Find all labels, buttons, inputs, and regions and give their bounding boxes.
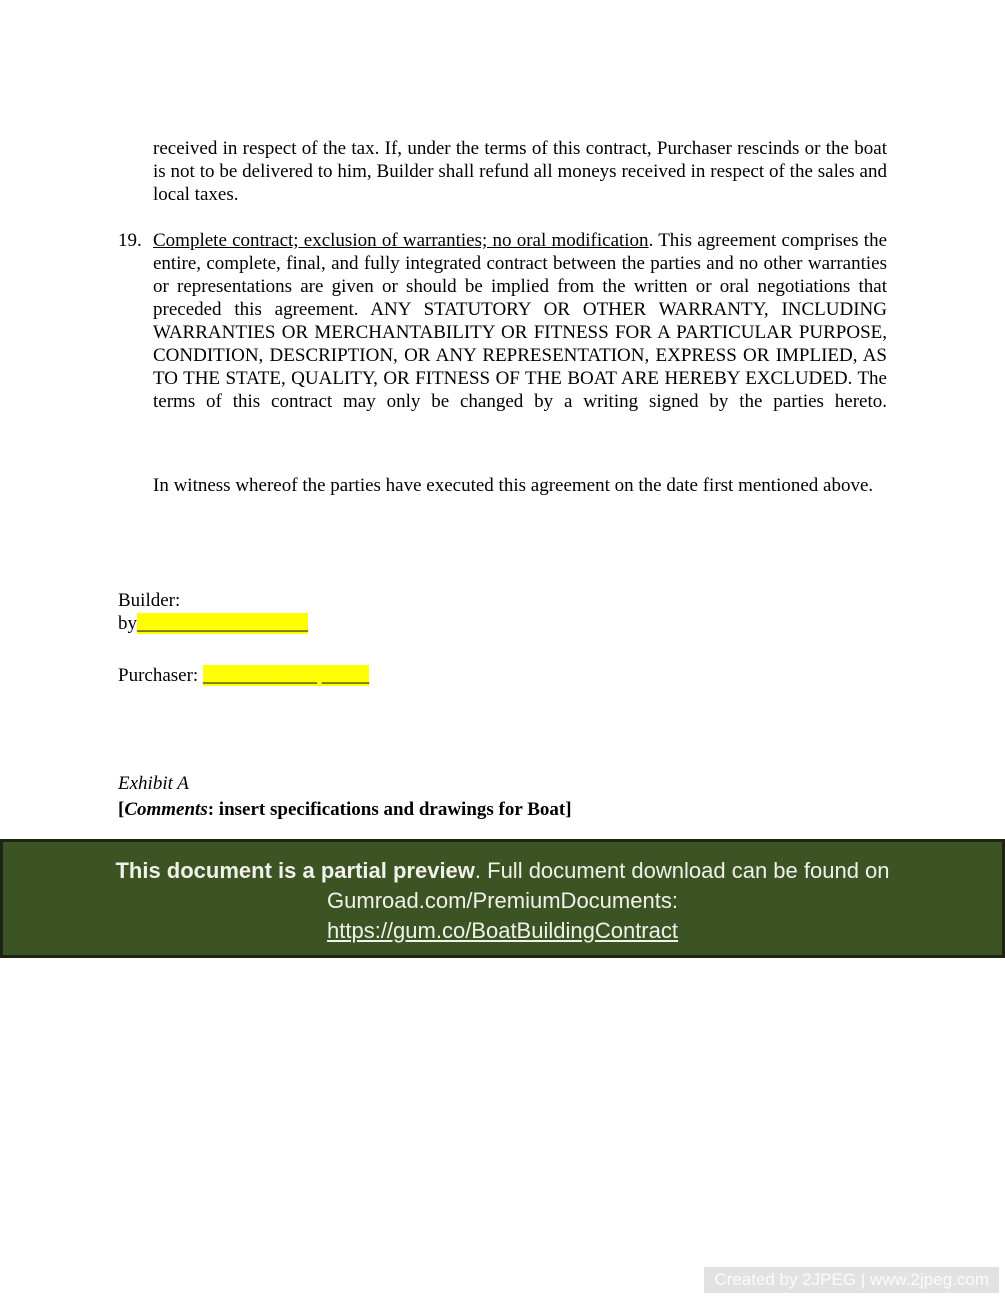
gumroad-link[interactable]: https://gum.co/BoatBuildingContract bbox=[327, 918, 678, 943]
banner-line-1 bbox=[3, 856, 1002, 886]
preview-banner bbox=[0, 839, 1005, 958]
banner-bold-text: This document is a partial preview bbox=[115, 858, 475, 883]
purchaser-signature-blank: ____________ _____ bbox=[202, 665, 370, 686]
builder-signature-block bbox=[118, 589, 308, 635]
clause-19-heading: Complete contract; exclusion of warranties; no oral modification bbox=[153, 230, 649, 251]
comments-note bbox=[118, 798, 572, 821]
comments-open-bracket: [ bbox=[118, 799, 125, 820]
banner-line-2: Gumroad.com/PremiumDocuments: bbox=[327, 888, 678, 913]
intro-paragraph: received in respect of the tax. If, under the terms of this contract, Purchaser rescinds or the boat is not to be delivered to him, Builder shall refund all moneys received in respect of the sales and local taxes. bbox=[153, 138, 887, 205]
builder-signature-blank: __________________ bbox=[137, 613, 308, 634]
comments-label: Comments bbox=[124, 799, 208, 820]
clause-19-text bbox=[153, 229, 887, 413]
by-label: by bbox=[118, 613, 137, 634]
witness-paragraph: In witness whereof the parties have executed this agreement on the date first mentioned above. bbox=[153, 475, 874, 496]
banner-line-3 bbox=[3, 916, 1002, 946]
clause-19-number: 19. bbox=[118, 230, 142, 251]
purchaser-label: Purchaser: bbox=[118, 665, 203, 686]
clause-19-body: . This agreement comprises the entire, complete, final, and fully integrated contract between the parties and no other warranties or representations are given or should be implied from the written or oral negotiations that preceded this agreement. ANY STATUTORY OR OTHER WARRANTY, INCLUDING WARRANTIES OR MERCHANTABILITY OR FITNESS FOR A PARTICULAR PURPOSE, CONDITION, DESCRIPTION, OR ANY REPRESENTATION, EXPRESS OR IMPLIED, AS TO THE STATE, QUALITY, OR FITNESS OF THE BOAT ARE HEREBY EXCLUDED. The terms of this contract may only be changed by a writing signed by the parties hereto. bbox=[153, 230, 887, 412]
builder-label: Builder: bbox=[118, 590, 181, 611]
banner-regular-text: . Full document download can be found on bbox=[474, 858, 890, 883]
comments-rest: : insert specifications and drawings for Boat] bbox=[207, 799, 572, 820]
purchaser-signature-block bbox=[118, 664, 369, 687]
clause-19 bbox=[118, 229, 887, 413]
watermark-badge: Created by 2JPEG | www.2jpeg.com bbox=[704, 1267, 999, 1293]
exhibit-title: Exhibit A bbox=[118, 773, 189, 794]
builder-by-line bbox=[118, 612, 308, 635]
